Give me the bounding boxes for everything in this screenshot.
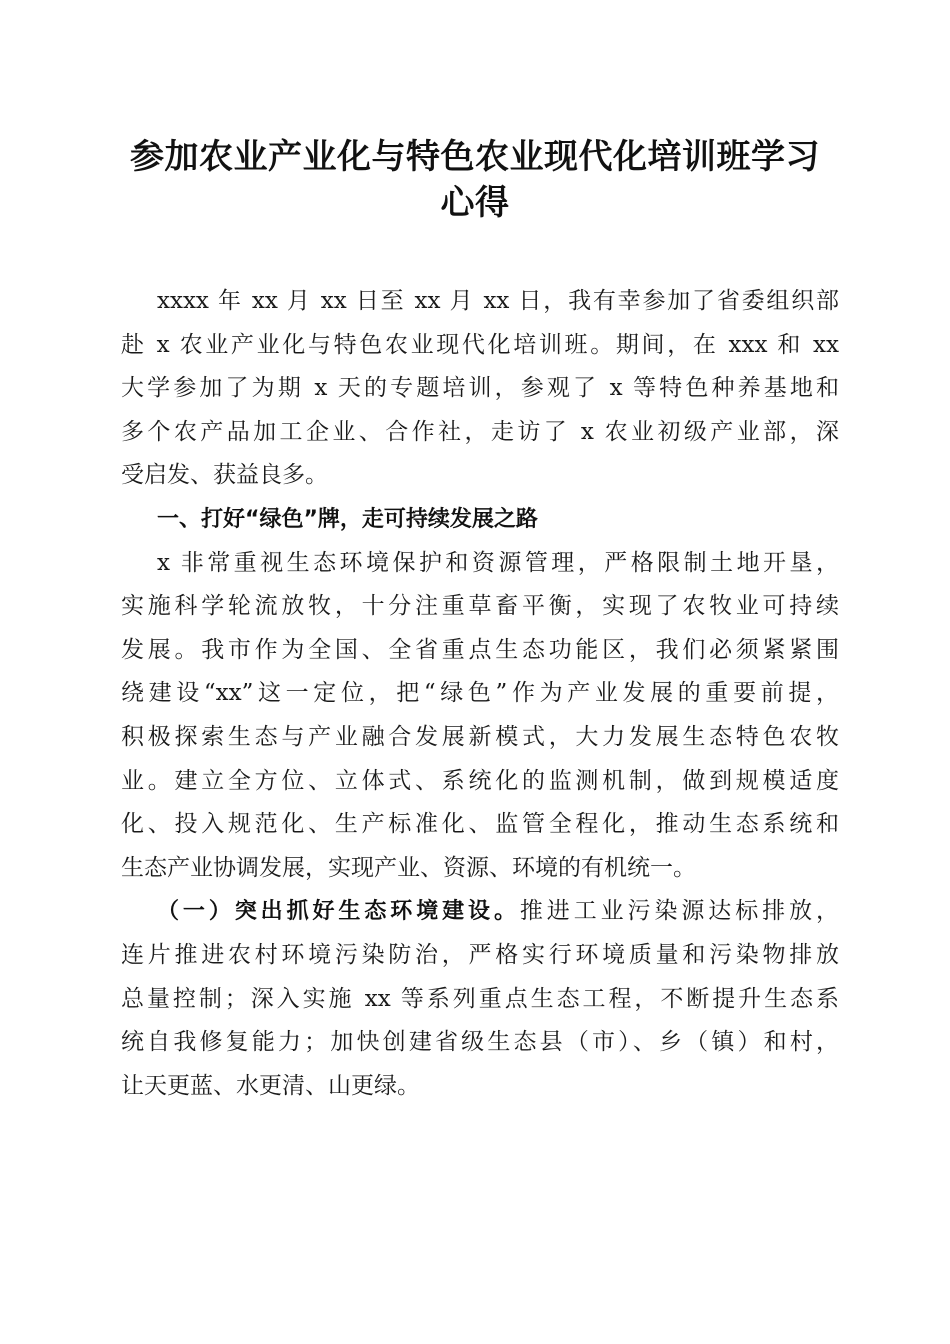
text-line: x 非常重视生态环境保护和资源管理，严格限制土地开垦， xyxy=(157,549,839,576)
text-line: xxxx 年 xx 月 xx 日至 xx 月 xx 日，我有幸参加了省委组织部 xyxy=(157,288,839,314)
text-line: 业。建立全方位、立体式、系统化的监测机制，做到规模适度 xyxy=(121,767,839,794)
section1-paragraph xyxy=(121,542,839,891)
text-line: 多个农产品加工企业、合作社，走访了 x 农业初级产业部，深 xyxy=(121,418,839,445)
text-line xyxy=(121,890,839,934)
text-line: 发展。我市作为全国、全省重点生态功能区，我们必须紧紧围 xyxy=(121,636,839,663)
text-line: 受启发、获益良多。 xyxy=(121,462,328,489)
text-line: 总量控制；深入实施 xx 等系列重点生态工程，不断提升生态系 xyxy=(121,985,839,1012)
text-line: 统自我修复能力；加快创建省级生态县（市）、乡（镇）和村， xyxy=(121,1029,839,1056)
text-line: 化、投入规范化、生产标准化、监管全程化，推动生态系统和 xyxy=(121,811,839,838)
text-line: 连片推进农村环境污染防治，严格实行环境质量和污染物排放 xyxy=(121,941,839,968)
document-title xyxy=(110,134,840,226)
text-run: 推进工业污染源达标排放， xyxy=(519,898,839,925)
section-heading: 一、打好“绿色”牌，走可持续发展之路 xyxy=(157,506,538,532)
text-line: 生态产业协调发展，实现产业、资源、环境的有机统一。 xyxy=(121,854,696,881)
text-line: 让天更蓝、水更清、山更绿。 xyxy=(121,1072,420,1099)
text-line: 实施科学轮流放牧，十分注重草畜平衡，实现了农牧业可持续 xyxy=(121,593,839,620)
subsection1-paragraph xyxy=(121,890,839,1108)
title-line-2: 心得 xyxy=(440,183,510,223)
text-line: 绕建设“xx”这一定位，把“绿色”作为产业发展的重要前提， xyxy=(121,680,839,707)
document-body xyxy=(121,280,839,1108)
text-line: 赴 x 农业产业化与特色农业现代化培训班。期间，在 xxx 和 xx xyxy=(121,331,839,358)
title-line-1: 参加农业产业化与特色农业现代化培训班学习 xyxy=(130,137,820,177)
text-line: 大学参加了为期 x 天的专题培训，参观了 x 等特色种养基地和 xyxy=(121,375,839,402)
intro-paragraph xyxy=(121,280,839,498)
subsection-heading: （一）突出抓好生态环境建设。 xyxy=(157,899,520,925)
text-line: 积极探索生态与产业融合发展新模式，大力发展生态特色农牧 xyxy=(121,723,839,750)
